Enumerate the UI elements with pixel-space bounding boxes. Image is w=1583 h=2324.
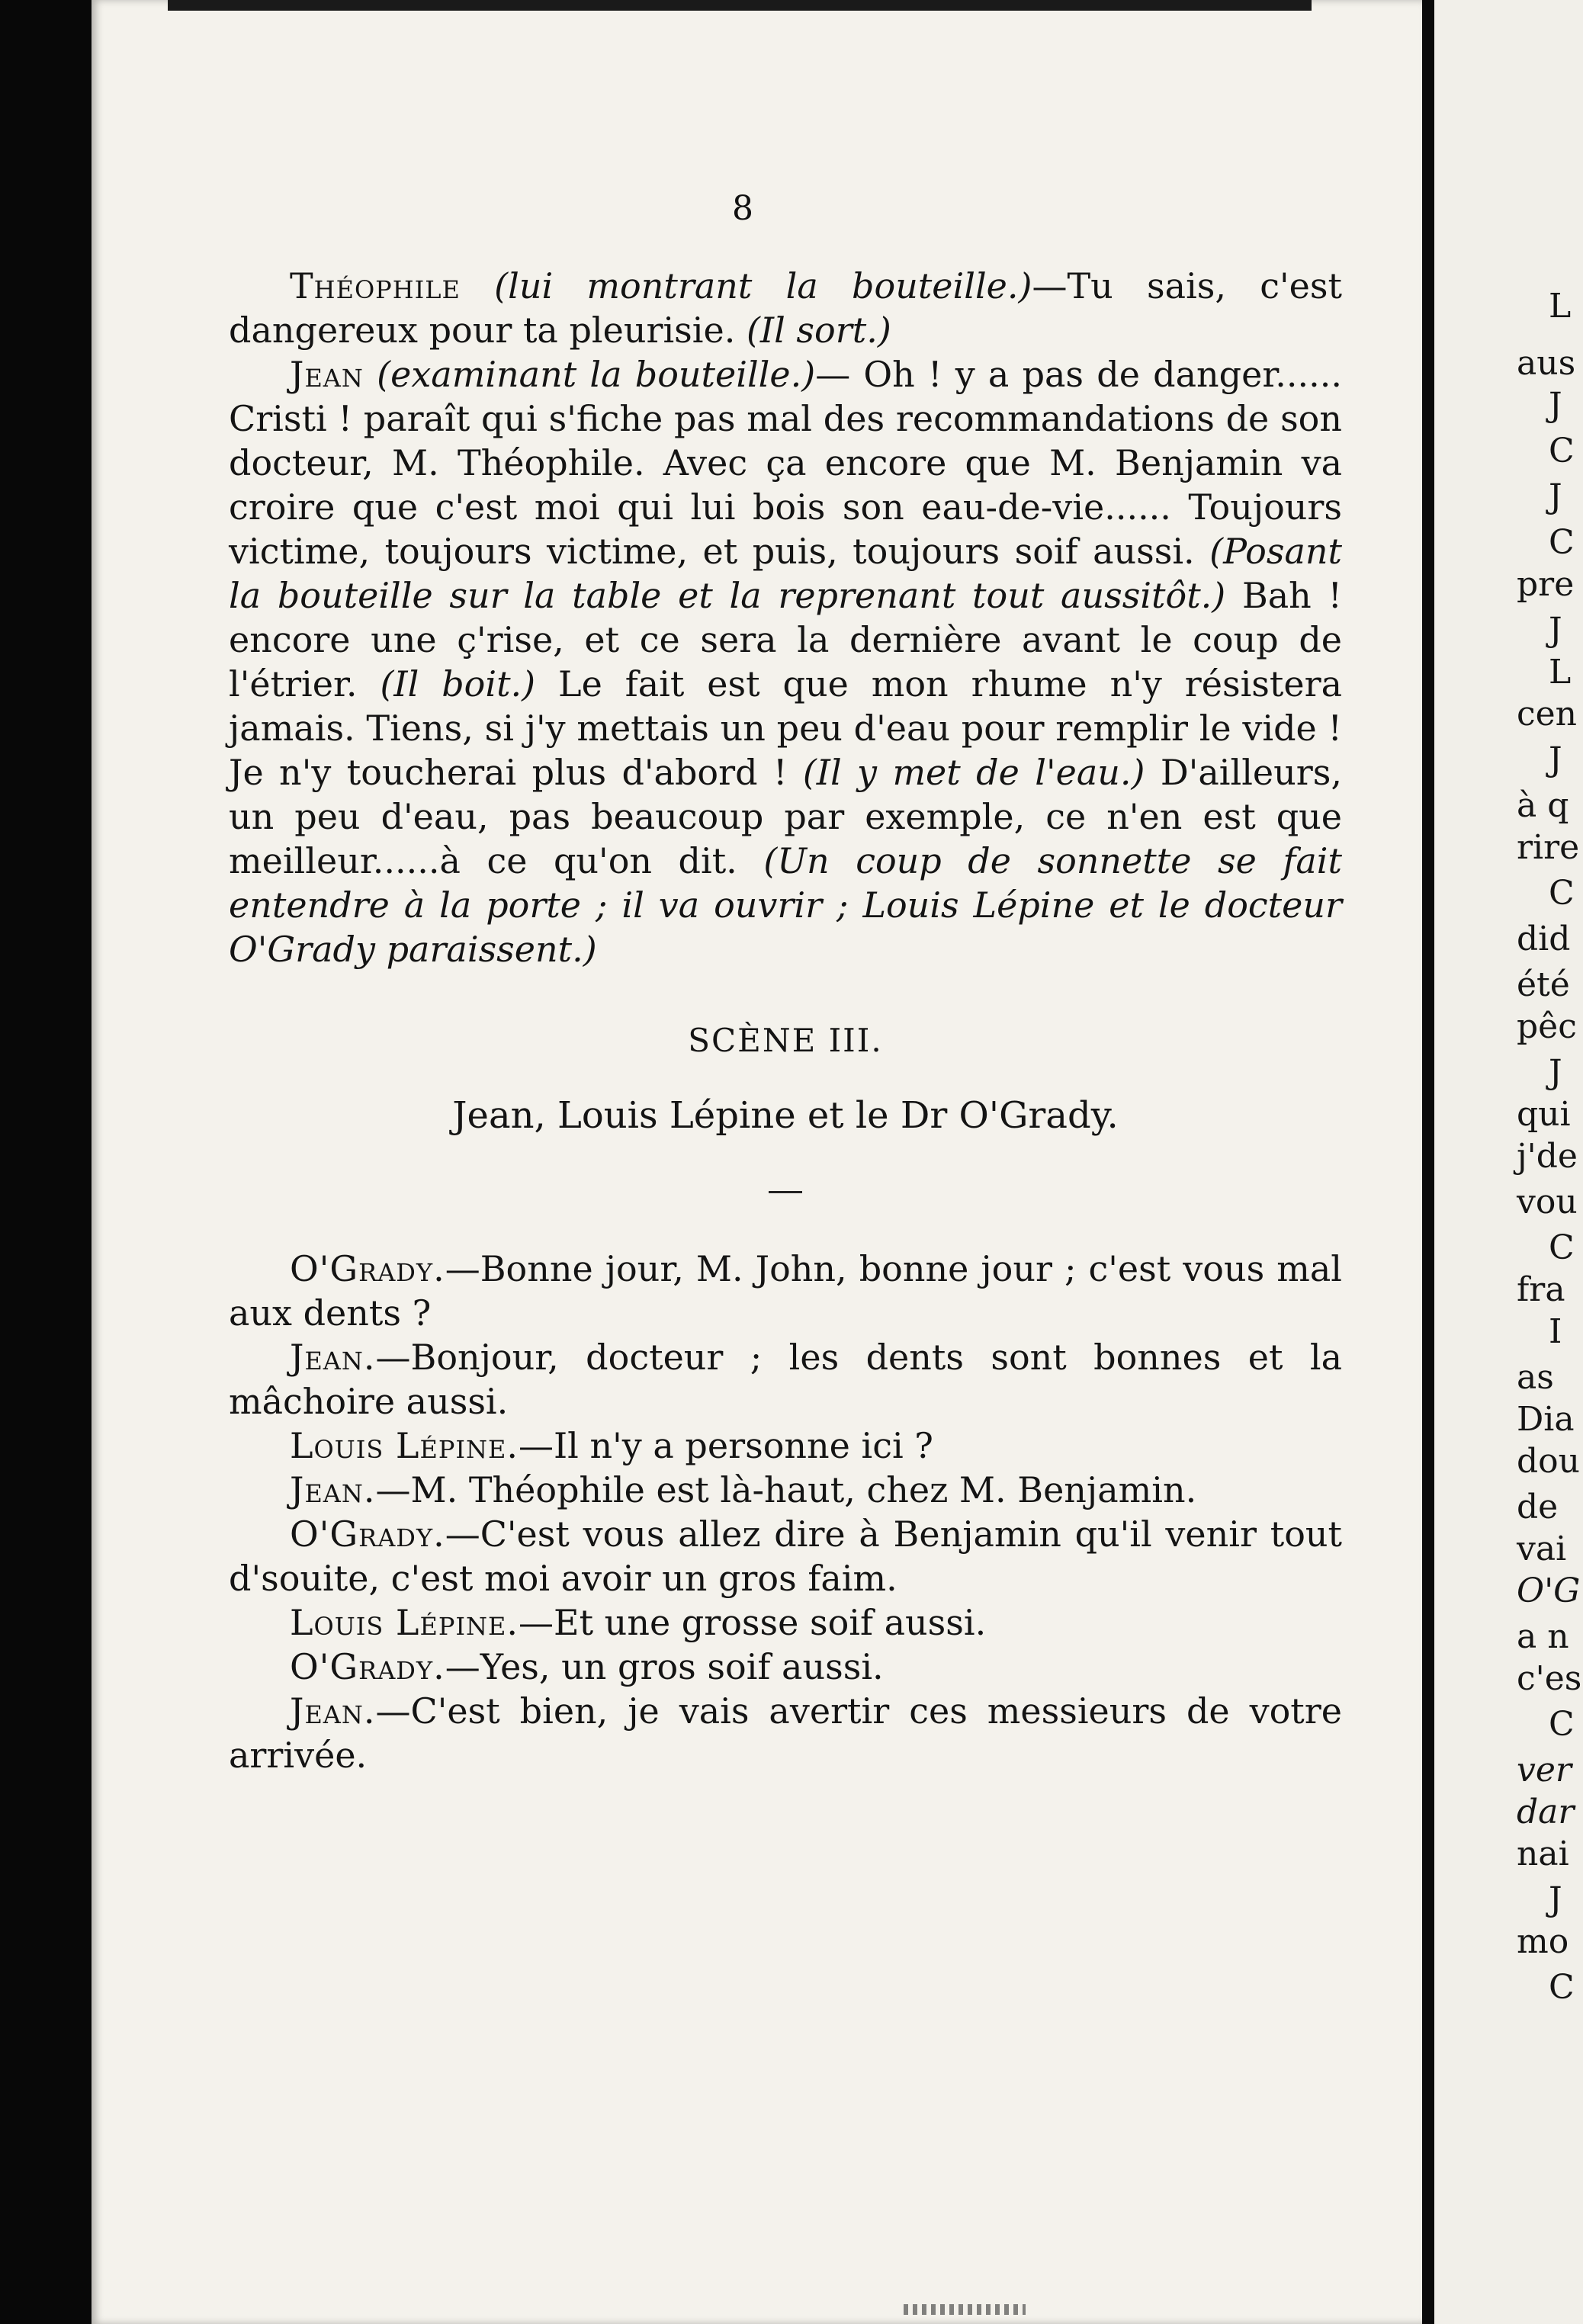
next-page-fragment: C [1549,1968,1575,2007]
next-page-fragment: été [1517,965,1570,1004]
stage-paragraph [229,352,1342,971]
next-page-fragment: c'es [1517,1659,1582,1698]
next-page-fragment: aus [1517,344,1576,383]
next-page-fragment: fra [1517,1270,1565,1309]
stage-direction: (examinant la bouteille.) [377,354,816,395]
next-page-fragment: C [1549,432,1575,470]
speaker-name: Jean. [290,1469,376,1510]
next-page-fragment: I [1549,1312,1562,1351]
next-page-fragment: J [1549,1880,1562,1919]
speech-text: —C'est vous allez dire à Benjamin qu'il venir tout d'souite, c'est moi avoir un gros faim. [229,1513,1342,1599]
binding-edge [0,0,92,2324]
stage-direction: (lui montrant la bouteille.) [494,265,1032,307]
dialogue-line [229,1645,1342,1689]
speech-text: — Oh ! y a pas de danger...... Cristi ! paraît qui s'fiche pas mal des recommandations de son docteur, M. Théophile. Avec ça encore que M. Benjamin va croire que c'est moi qui lui bois son eau-de-vie...... Toujours victime, toujours victime, et puis, toujours soif aussi. [229,354,1343,572]
speech-text: —Tu sais, c'est dangereux pour ta pleurisie. [229,265,1342,351]
page-gutter [1422,0,1434,2324]
speaker-name: Théophile [290,265,461,307]
next-page-fragment: dar [1517,1793,1575,1831]
next-page-fragment: Dia [1517,1400,1575,1439]
speech-text: —Et une grosse soif aussi. [519,1602,987,1643]
next-page-fragment: J [1549,740,1562,779]
next-page-fragment: as [1517,1358,1554,1397]
speech-text: —Bonjour, docteur ; les dents sont bonnes et la mâchoire aussi. [229,1337,1342,1422]
next-page-fragment: à q [1517,786,1569,825]
scene-characters: Jean, Louis Lépine et le Dr O'Grady. [452,1094,1119,1137]
speech-text: Bah ! encore une ç'rise, et ce sera la dernière avant le coup de l'étrier. [229,575,1342,705]
next-page-fragment: pre [1517,565,1575,604]
next-page-fragment: J [1549,1053,1562,1092]
stage-direction: (Il y met de l'eau.) [802,752,1145,793]
speech-text: —Yes, un gros soif aussi. [445,1646,884,1687]
dialogue-line [229,1247,1342,1335]
dialogue-line [229,1600,1342,1645]
separator-dash [769,1191,802,1193]
next-page-fragment: C [1549,1705,1575,1744]
dialogue-line [229,1512,1342,1600]
stage-direction: (Un coup de sonnette se fait entendre à la porte ; il va ouvrir ; Louis Lépine et le docteur O'Grady paraissent.) [229,840,1342,970]
next-page-fragment: dou [1517,1442,1580,1481]
next-page-fragment: j'de [1517,1137,1578,1176]
speech-text: Le fait est que mon rhume n'y résistera jamais. Tiens, si j'y mettais un peu d'eau pour remplir le vide ! Je n'y toucherai plus d'abord ! [229,663,1343,793]
next-page-fragment: O'G [1517,1571,1581,1610]
speaker-name: Louis Lépine. [290,1425,519,1466]
speaker-name: Louis Lépine. [290,1602,519,1643]
next-page-fragment: C [1549,1228,1575,1267]
speech-text: —M. Théophile est là-haut, chez M. Benjamin. [375,1469,1197,1510]
speech-text: —Bonne jour, M. John, bonne jour ; c'est vous mal aux dents ? [229,1248,1342,1334]
speech-text: —C'est bien, je vais avertir ces messieurs de votre arrivée. [229,1690,1342,1776]
next-page-fragment: J [1549,386,1562,425]
next-page-fragment: L [1549,653,1572,692]
next-page-fragment: rire [1517,828,1580,867]
next-page-fragment: de [1517,1488,1559,1526]
scene-title: SCÈNE III. [688,1022,883,1059]
next-page-fragment: C [1549,523,1575,562]
next-page-fragment: J [1549,477,1562,516]
next-page-fragment: qui [1517,1095,1571,1134]
next-page-fragment: nai [1517,1834,1569,1873]
next-page-fragment: ver [1517,1751,1572,1790]
print-smudge [904,2304,1026,2315]
next-page-fragment: vai [1517,1530,1567,1568]
dialogue-line [229,1468,1342,1512]
next-page-fragment: pêc [1517,1007,1577,1046]
next-page-fragment: did [1517,920,1571,958]
next-page-fragment: vou [1517,1183,1578,1221]
next-page-fragment: C [1549,874,1575,913]
speaker-name: O'Grady. [290,1646,445,1687]
page-number: 8 [732,189,753,228]
dialogue-line [229,1424,1342,1468]
next-page-fragment: J [1549,611,1562,650]
speaker-name: Jean. [290,1337,376,1378]
speaker-name: O'Grady. [290,1248,445,1289]
next-page-fragment: a n [1517,1617,1569,1656]
next-page-fragment: L [1549,287,1572,326]
next-page-strip [1434,0,1583,2324]
next-page-fragment: mo [1517,1922,1569,1961]
stage-direction: (Il boit.) [380,663,536,705]
next-page-fragment: cen [1517,695,1578,733]
speaker-name: Jean. [290,1690,376,1732]
speaker-name: Jean [290,354,364,395]
stage-paragraph [229,264,1342,352]
page-text [229,264,1342,1777]
speaker-name: O'Grady. [290,1513,445,1555]
stage-direction: (Posant la bouteille sur la table et la reprenant tout aussitôt.) [229,531,1342,616]
dialogue-line [229,1689,1342,1777]
speech-text: D'ailleurs, un peu d'eau, pas beaucoup par exemple, ce n'en est que meilleur......à ce qu'on dit. [229,752,1342,881]
dialogue-line [229,1335,1342,1424]
stage-direction: (Il sort.) [746,310,891,351]
speech-text: —Il n'y a personne ici ? [519,1425,933,1466]
